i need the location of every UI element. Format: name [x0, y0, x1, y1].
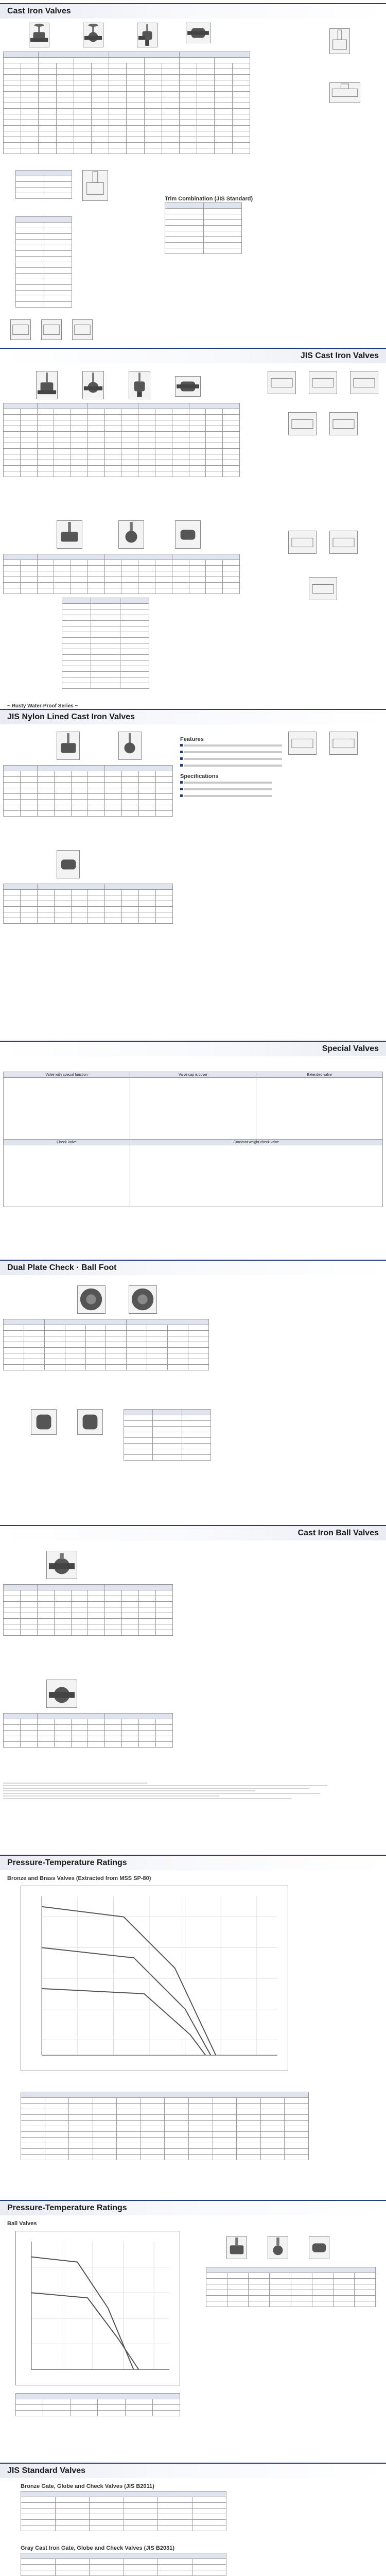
spec-item [180, 787, 299, 792]
valve-outline-icon [268, 371, 296, 394]
features-list [180, 737, 299, 801]
valve-outline-icon [309, 371, 337, 394]
jis-globe-valve-icon [82, 371, 104, 399]
valve-outline-icon [10, 319, 31, 340]
section-cast-iron-ball-valves [0, 1525, 386, 1540]
jis-valve-table-2 [3, 554, 240, 594]
nylon-lined-valve-icon [118, 732, 142, 760]
section-title: Pressure-Temperature Ratings [7, 1858, 127, 1867]
gray-cast-iron-title: Gray Cast Iron Gate, Globe and Check Valves (JIS B2031) [21, 2545, 174, 2551]
section-title: JIS Cast Iron Valves [300, 351, 379, 360]
section-title: Pressure-Temperature Ratings [7, 2204, 127, 2212]
valve-outline-icon [329, 732, 358, 755]
ball-valve-table-2 [3, 1713, 173, 1748]
jis-valve-icon [118, 520, 144, 549]
valve-outline-icon [72, 319, 93, 340]
cast-iron-valve-table [3, 52, 250, 154]
ball-valve-icon [46, 1551, 77, 1579]
ball-foot-table [124, 1409, 211, 1461]
swing-check-valve-icon [186, 23, 210, 43]
valve-outline-icon [329, 28, 350, 54]
specifications-title: Specifications [180, 773, 219, 779]
bronze-brass-subtitle: Bronze and Brass Valves (Extracted from MSS SP-80) [7, 1875, 151, 1882]
pressure-temp-table-1 [21, 2092, 309, 2160]
jis-valve-icon [175, 520, 201, 549]
solid-valve-icon [309, 2236, 329, 2259]
valve-outline-icon [288, 531, 317, 554]
valve-outline-icon [288, 732, 317, 755]
jis-valve-table-1 [3, 403, 240, 477]
ball-valve-table [3, 1584, 173, 1636]
jis-valve-icon [57, 520, 82, 549]
solid-valve-icon [268, 2236, 288, 2259]
valve-outline-icon [350, 371, 378, 394]
valve-outline-icon [329, 82, 360, 103]
ball-valve-rating-table [15, 2393, 180, 2416]
jis-bronze-table [21, 2491, 226, 2531]
jis-angle-valve-icon [129, 371, 150, 399]
pressure-temp-table-2 [206, 2267, 376, 2307]
nylon-valve-table-1 [3, 765, 173, 817]
section-cast-iron-valves [0, 3, 386, 19]
solid-valve-icon [226, 2236, 247, 2259]
section-title: Cast Iron Valves [7, 7, 71, 15]
series-prefix: ~ Rusty Water-Proof Series ~ [7, 703, 78, 709]
section-title: Dual Plate Check · Ball Foot [7, 1263, 117, 1272]
jis-valve-table-3 [62, 598, 149, 689]
ball-valve-notes [3, 1783, 363, 1801]
small-spec-table [15, 216, 72, 308]
special-label: Constant weight check valve [130, 1140, 382, 1145]
feature-item [180, 764, 299, 769]
spec-item [180, 794, 299, 799]
features-title: Features [180, 736, 204, 742]
nylon-valve-table-2 [3, 884, 173, 924]
valve-outline-icon [309, 577, 337, 600]
section-jis-nylon-lined [0, 703, 386, 724]
section-jis-standard-valves [0, 2463, 386, 2478]
bronze-gate-title: Bronze Gate, Globe and Check Valves (JIS B2011) [21, 2483, 154, 2489]
trim-combination-table [165, 202, 242, 254]
gate-valve-icon [29, 23, 49, 47]
section-special-valves [0, 1041, 386, 1056]
feature-item [180, 743, 299, 749]
special-label: Extended valve [256, 1072, 383, 1078]
pressure-temp-chart-2 [15, 2231, 180, 2385]
special-label: Valve with special function [4, 1072, 130, 1078]
special-label: Check Valve [4, 1140, 130, 1145]
jis-check-valve-icon [175, 376, 201, 397]
special-label: Valve cap is cover [130, 1072, 256, 1078]
jis-gate-valve-icon [36, 371, 58, 399]
section-title: JIS Nylon Lined Cast Iron Valves [7, 713, 135, 721]
section-pressure-temp-1 [0, 1855, 386, 1870]
ball-foot-valve-icon [77, 1409, 103, 1435]
feature-item [180, 757, 299, 762]
valve-outline-icon [41, 319, 62, 340]
section-title: Cast Iron Ball Valves [297, 1529, 379, 1537]
section-title: Special Valves [322, 1044, 379, 1053]
valve-outline-icon [329, 531, 358, 554]
angle-valve-icon [137, 23, 157, 47]
valve-outline-icon [288, 412, 317, 435]
dual-plate-table [3, 1319, 209, 1370]
section-title: JIS Standard Valves [7, 2466, 86, 2475]
section-jis-cast-iron-valves [0, 348, 386, 363]
trim-combination-title: Trim Combination (JIS Standard) [165, 196, 253, 202]
ball-valves-subtitle: Ball Valves [7, 2221, 37, 2227]
dual-plate-check-icon [77, 1285, 106, 1314]
valve-outline-icon [82, 170, 108, 201]
dual-plate-check-icon [129, 1285, 157, 1314]
ball-foot-valve-icon [31, 1409, 57, 1435]
pressure-temp-chart-1 [21, 1886, 288, 2071]
section-pressure-temp-2 [0, 2200, 386, 2215]
valve-outline-icon [329, 412, 358, 435]
special-valves-table [3, 1072, 383, 1207]
section-dual-plate-check [0, 1260, 386, 1275]
spec-item [180, 781, 299, 786]
ball-valve-icon [46, 1680, 77, 1708]
nylon-lined-valve-icon [57, 732, 80, 760]
feature-item [180, 750, 299, 755]
jis-cast-iron-table [21, 2553, 226, 2576]
nylon-lined-valve-icon [57, 850, 80, 878]
globe-valve-icon [83, 23, 103, 47]
small-spec-table [15, 170, 72, 199]
